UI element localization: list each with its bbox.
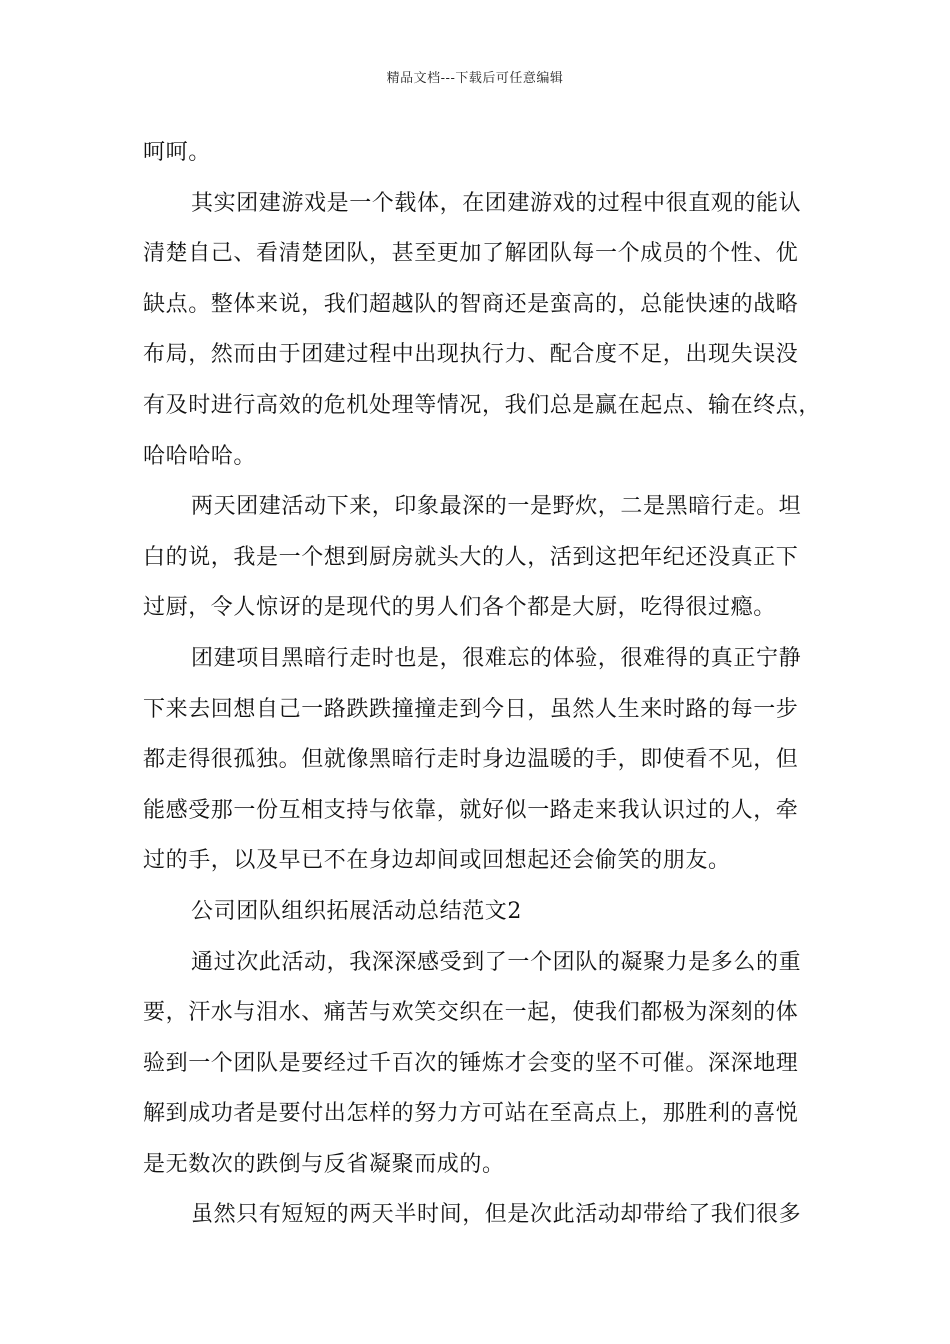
- text-line: 过的手，以及早已不在身边却间或回想起还会偷笑的朋友。: [143, 848, 731, 874]
- paragraph-start-line: 团建项目黑暗行走时也是，很难忘的体验，很难得的真正宁静: [191, 645, 802, 671]
- text-line: 白的说，我是一个想到厨房就头大的人，活到这把年纪还没真正下: [143, 544, 799, 570]
- text-line: 下来去回想自己一路跌跌撞撞走到今日，虽然人生来时路的每一步: [143, 696, 799, 722]
- text-line: 解到成功者是要付出怎样的努力方可站在至高点上，那胜利的喜悦: [143, 1101, 799, 1127]
- text-line: 过厨，令人惊讶的是现代的男人们各个都是大厨，吃得很过瘾。: [143, 595, 776, 621]
- paragraph-start-line: 其实团建游戏是一个载体，在团建游戏的过程中很直观的能认: [191, 190, 802, 216]
- text-line: 是无数次的跌倒与反省凝聚而成的。: [143, 1151, 505, 1177]
- text-line: 清楚自己、看清楚团队，甚至更加了解团队每一个成员的个性、优: [143, 241, 799, 267]
- text-line: 呵呵。: [143, 140, 211, 165]
- paragraph-start-line: 虽然只有短短的两天半时间，但是次此活动却带给了我们很多: [191, 1202, 802, 1228]
- page-header: 精品文档---下载后可任意编辑: [386, 71, 564, 86]
- text-line: 都走得很孤独。但就像黑暗行走时身边温暖的手，即使看不见，但: [143, 747, 799, 773]
- paragraph-start-line: 通过次此活动，我深深感受到了一个团队的凝聚力是多么的重: [191, 949, 802, 975]
- text-line: 要，汗水与泪水、痛苦与欢笑交织在一起，使我们都极为深刻的体: [143, 1000, 799, 1026]
- text-line: 能感受那一份互相支持与依靠，就好似一路走来我认识过的人，牵: [143, 797, 799, 823]
- text-line: 验到一个团队是要经过千百次的锤炼才会变的坚不可催。深深地理: [143, 1050, 799, 1076]
- text-line: 哈哈哈哈。: [143, 443, 257, 469]
- paragraph-start-line: 两天团建活动下来，印象最深的一是野炊，二是黑暗行走。坦: [191, 494, 802, 520]
- document-body: [143, 128, 822, 1241]
- text-line: 缺点。整体来说，我们超越队的智商还是蛮高的，总能快速的战略: [143, 291, 799, 317]
- section-heading: 公司团队组织拓展活动总结范文2: [191, 898, 522, 924]
- text-line: 有及时进行高效的危机处理等情况，我们总是赢在起点、输在终点，: [143, 392, 822, 418]
- text-line: 布局，然而由于团建过程中出现执行力、配合度不足，出现失误没: [143, 342, 799, 368]
